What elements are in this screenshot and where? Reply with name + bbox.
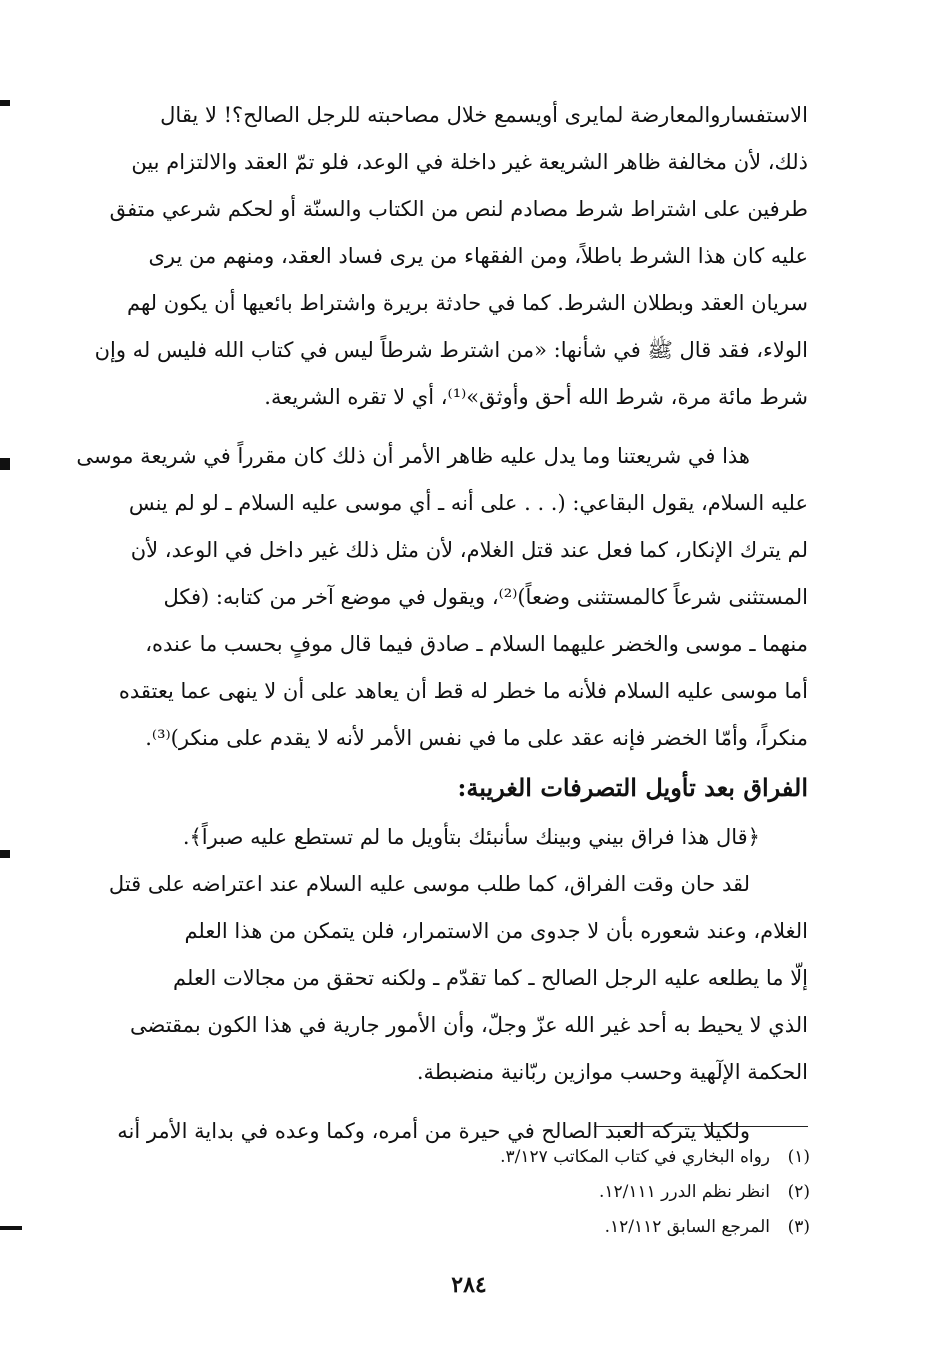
text-line: شرط مائة مرة، شرط الله أحق وأوثق»⁽¹⁾، أي لا تقره الشريعة. [264,385,808,409]
text-line: أما موسى عليه السلام فلأنه ما خطر له قط أن يعاهد على أن لا ينهى عما يعتقده [118,679,808,703]
text-line: الاستفساروالمعارضة لمايرى أويسمع خلال مصاحبته للرجل الصالح؟! لا يقال [160,103,808,127]
text-line: إلّا ما يطلعه عليه الرجل الصالح ـ كما تقدّم ـ ولكنه تحقق من مجالات العلم [173,966,808,990]
text-line: الغلام، وعند شعوره بأن لا جدوى من الاستمرار، فلن يتمكن من هذا العلم [184,919,808,943]
text-line: لم يترك الإنكار، كما فعل عند قتل الغلام، لأن مثل ذلك غير داخل في الوعد، لأن [130,538,808,562]
text-line: منهما ـ موسى والخضر عليهما السلام ـ صادق فيما قال موفٍ بحسب ما عنده، [145,632,808,656]
text-line: الحكمة الإلٓهية وحسب موازين ربّانية منضبطة. [416,1060,808,1084]
text-line: الولاء، فقد قال ﷺ في شأنها: «من اشترط شرطاً ليس في كتاب الله فليس له وإن [94,338,808,362]
scan-mark [0,100,10,106]
text-line: منكراً، وأمّا الخضر فإنه عقد على ما في نفس الأمر لأنه لا يقدم على منكر)⁽³⁾. [145,726,808,750]
footnote [200,1175,810,1210]
footnote-divider [594,1126,808,1127]
text-line: هذا في شريعتنا وما يدل عليه ظاهر الأمر أن ذلك كان مقرراً في شريعة موسى [76,444,750,468]
main-text [58,92,808,1155]
footnote-number: (٣) [787,1217,810,1237]
footnote-number: (٢) [787,1182,810,1202]
quran-verse: ﴿قال هذا فراق بيني وبينك سأنبئك بتأويل ما لم تستطع عليه صبراً﴾. [182,825,760,849]
footnote [200,1140,810,1175]
section-heading: الفراق بعد تأويل التصرفات الغريبة: [457,773,808,802]
text-line: عليه السلام، يقول البقاعي: (. . . على أنه ـ أي موسى عليه السلام ـ لو لم ينس [128,491,808,515]
text-line: الذي لا يحيط به أحد غير الله عزّ وجلّ، وأن الأمور جارية في هذا الكون بمقتضى [130,1013,808,1037]
footnote-text: رواه البخاري في كتاب المكاتب ٣/١٢٧. [500,1147,770,1167]
footnote-text: انظر نظم الدرر ١٢/١١١. [598,1182,770,1202]
scan-mark [0,1226,22,1230]
footnote-number: (١) [787,1147,810,1167]
footnote-text: المرجع السابق ١٢/١١٢. [604,1217,770,1237]
text-line: ذلك، لأن مخالفة ظاهر الشريعة غير داخلة في الوعد، فلو تمّ العقد والالتزام بين [131,150,808,174]
footnotes [200,1140,810,1245]
text-line: عليه كان هذا الشرط باطلاً، ومن الفقهاء من يرى فساد العقد، ومنهم من يرى [148,244,808,268]
page-number: ٢٨٤ [451,1272,487,1298]
text-line: ولكيلا يتركه العبد الصالح في حيرة من أمره، وكما وعده في بداية الأمر أنه [117,1119,750,1143]
text-line: لقد حان وقت الفراق، كما طلب موسى عليه السلام عند اعتراضه على قتل [108,872,750,896]
footnote [200,1210,810,1245]
text-line: سريان العقد وبطلان الشرط. كما في حادثة بريرة واشتراط بائعيها أن يكون لهم [127,291,808,315]
scan-mark [0,458,10,470]
scan-mark [0,850,10,858]
text-line: المستثنى شرعاً كالمستثنى وضعاً)⁽²⁾، ويقول في موضع آخر من كتابه: (فكل [163,585,808,609]
text-line: طرفين على اشتراط شرط مصادم لنص من الكتاب والسنّة أو لحكم شرعي متفق [109,197,808,221]
